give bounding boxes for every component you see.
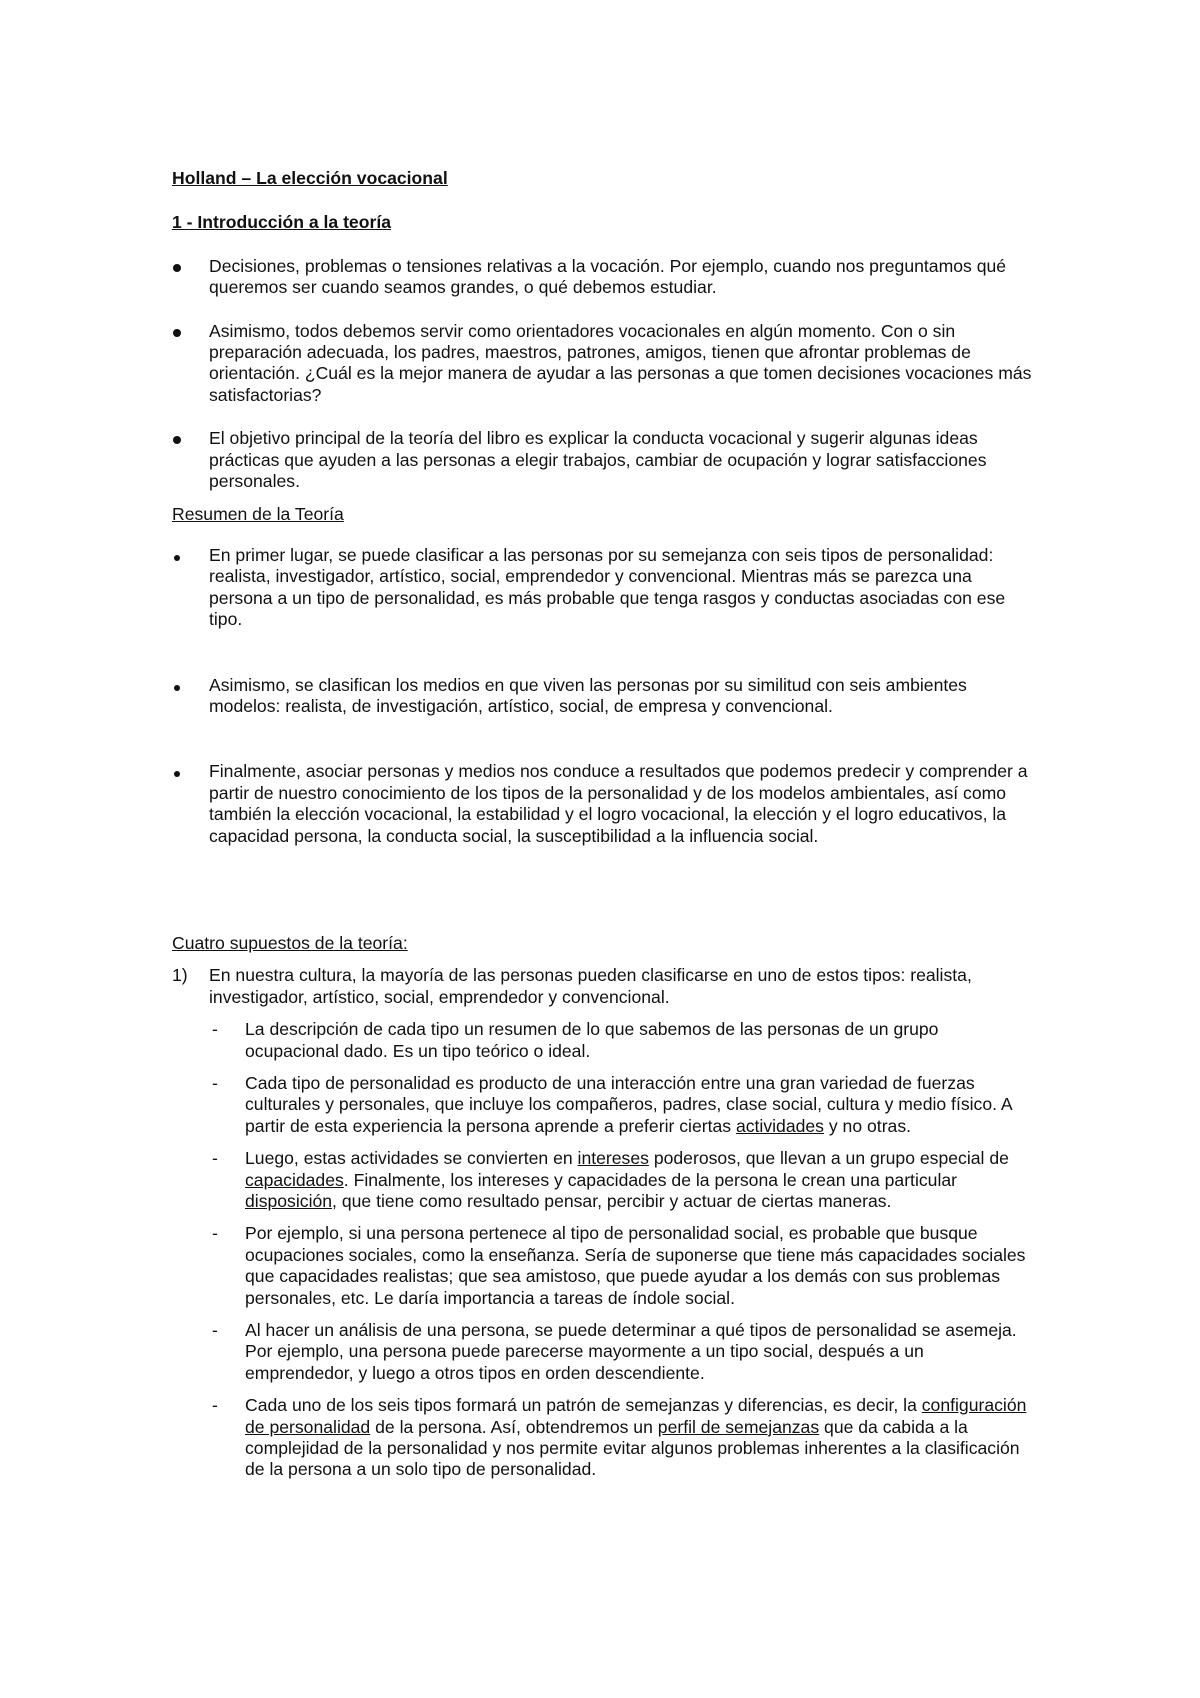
underlined-term: perfil de semejanzas <box>657 1416 820 1437</box>
text-run: . Finalmente, los intereses y capacidades de la persona le crean una particular <box>343 1169 957 1190</box>
dash-item <box>208 1395 1032 1481</box>
dash-marker: - <box>212 1223 218 1244</box>
item-number: 1) <box>172 965 188 986</box>
text-run: que da cabida a la complejidad de la personalidad y nos permite evitar algunos problemas inherentes a la clasificación de la persona a un solo tipo de personalidad. <box>245 1416 1020 1480</box>
underlined-term: intereses <box>577 1148 649 1169</box>
dash-item-text <box>245 1148 1009 1211</box>
bullet-icon <box>172 761 202 782</box>
text-run: Cada tipo de personalidad es producto de una interacción entre una gran variedad de fuerzas culturales y personales, que incluye los compañeros, padres, clase social, cultura y medio físico. A partir de esta experiencia la persona aprende a preferir ciertas <box>245 1072 1012 1136</box>
summary-bullet-list <box>172 545 1032 847</box>
list-item-text: Asimismo, se clasifican los medios en que viven las personas por su similitud con seis ambientes modelos: realista, de investigación, artístico, social, de empresa y convencional. <box>209 674 967 716</box>
text-run: poderosos, que llevan a un grupo especial de <box>648 1148 1009 1169</box>
document-title: Holland – La elección vocacional <box>172 168 448 188</box>
assumptions-heading: Cuatro supuestos de la teoría: <box>172 932 408 953</box>
text-run: , que tiene como resultado pensar, percibir y actuar de ciertas maneras. <box>332 1191 892 1211</box>
dash-marker: - <box>212 1148 218 1169</box>
dash-item-text: Al hacer un análisis de una persona, se puede determinar a qué tipos de personalidad se asemeja. Por ejemplo, una persona puede parecerse mayormente a un tipo social, después a un emprendedor, y luego a otros tipos en orden descendiente. <box>245 1320 1017 1383</box>
bullet-icon <box>172 545 202 566</box>
intro-bullet-list <box>172 256 1032 493</box>
underlined-term: configuración de personalidad <box>245 1395 1027 1437</box>
numbered-item <box>172 965 1032 1008</box>
bullet-icon <box>172 256 202 277</box>
document-body <box>172 168 1032 1481</box>
bullet-icon <box>172 321 202 342</box>
dash-sub-list <box>208 1019 1032 1481</box>
dash-item-text: La descripción de cada tipo un resumen de lo que sabemos de las personas de un grupo ocupacional dado. Es un tipo teórico o ideal. <box>245 1019 939 1061</box>
list-item <box>172 675 1032 718</box>
section-heading-introduction: 1 - Introducción a la teoría <box>172 212 391 233</box>
summary-heading: Resumen de la Teoría <box>172 504 344 525</box>
list-item-text: Asimismo, todos debemos servir como orientadores vocacionales en algún momento. Con o sin preparación adecuada, los padres, maestros, patrones, amigos, tienen que afrontar problemas de orientación. ¿Cuál es la mejor manera de ayudar a las personas a que tomen decisiones vocaciones más satisfactorias? <box>209 320 1032 405</box>
underlined-term: capacidades <box>245 1169 344 1190</box>
dash-item <box>208 1019 1032 1062</box>
list-item-text: Finalmente, asociar personas y medios nos conduce a resultados que podemos predecir y comprender a partir de nuestro conocimiento de los tipos de la personalidad y de los modelos ambientales, así como también la elección vocacional, la estabilidad y el logro vocacional, la elección y el logro educativos, la capacidad persona, la conducta social, la susceptibilidad a la influencia social. <box>209 761 1028 846</box>
list-item <box>172 761 1032 847</box>
dash-item <box>208 1223 1032 1309</box>
list-item-text: En primer lugar, se puede clasificar a las personas por su semejanza con seis tipos de personalidad: realista, investigador, artístico, social, emprendedor y convencional. Mientras más se parezca una persona a un tipo de personalidad, es más probable que tenga rasgos y conductas asociadas con ese tipo. <box>209 544 1006 630</box>
list-item <box>172 321 1032 407</box>
list-item <box>172 428 1032 492</box>
dash-item-text <box>245 1073 1012 1136</box>
text-run: Luego, estas actividades se convierten en <box>245 1148 578 1169</box>
dash-marker: - <box>212 1395 218 1416</box>
dash-item <box>208 1148 1032 1212</box>
dash-item <box>208 1320 1032 1384</box>
list-item <box>172 545 1032 631</box>
list-item-text: Decisiones, problemas o tensiones relativas a la vocación. Por ejemplo, cuando nos preguntamos qué queremos ser cuando seamos grandes, o qué debemos estudiar. <box>209 255 1007 298</box>
underlined-term: disposición <box>245 1191 333 1211</box>
bullet-icon <box>172 428 202 449</box>
list-item-text: El objetivo principal de la teoría del libro es explicar la conducta vocacional y sugerir algunas ideas prácticas que ayuden a las personas a elegir trabajos, cambiar de ocupación y lograr satisfacciones personales. <box>209 428 987 492</box>
assumptions-list <box>172 965 1032 1481</box>
dash-item-text: Por ejemplo, si una persona pertenece al tipo de personalidad social, es probable que busque ocupaciones sociales, como la enseñanza. Sería de suponerse que tiene más capacidades sociales que capacidades realistas; que sea amistoso, que puede ayudar a los demás con sus problemas personales, etc. Le daría importancia a tareas de índole social. <box>245 1223 1026 1308</box>
underlined-term: actividades <box>735 1115 824 1136</box>
dash-marker: - <box>212 1072 218 1093</box>
text-run: de la persona. Así, obtendremos un <box>370 1416 658 1437</box>
bullet-icon <box>172 675 202 696</box>
dash-item-text <box>245 1395 1026 1479</box>
list-item <box>172 256 1032 299</box>
text-run: y no otras. <box>823 1115 912 1136</box>
text-run: Cada uno de los seis tipos formará un patrón de semejanzas y diferencias, es decir, la <box>245 1395 922 1416</box>
dash-marker: - <box>212 1019 218 1040</box>
numbered-item-text: En nuestra cultura, la mayoría de las personas pueden clasificarse en uno de estos tipos: realista, investigador, artístico, social, emprendedor y convencional. <box>209 965 972 1007</box>
dash-item <box>208 1073 1032 1137</box>
dash-marker: - <box>212 1320 218 1341</box>
